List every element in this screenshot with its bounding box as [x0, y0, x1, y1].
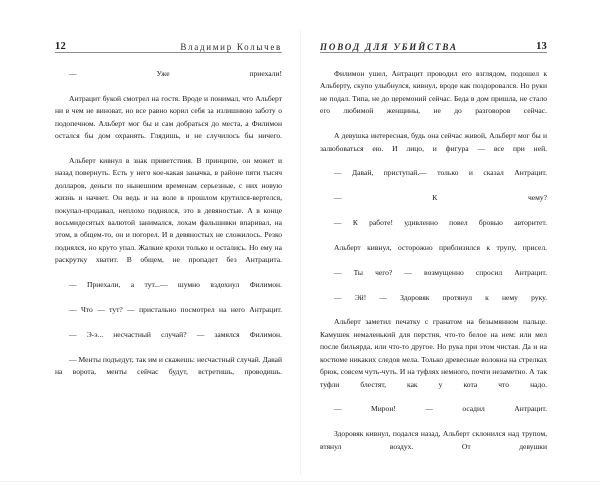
- paragraph: — Менты подъедут, так им и скажешь: несчастный случай. Давай на ворота, менты сейчас будут, встретишь, проводишь.: [55, 354, 282, 377]
- paragraph: — Приехали, а тут...— шумно вздохнул Филимон.: [69, 280, 282, 290]
- paragraph: — К чему?: [334, 193, 547, 203]
- left-running-head-author: Владимир Колычев: [180, 42, 282, 52]
- right-page-folio: 13: [536, 40, 547, 52]
- paragraph: Филимон ушел, Антрацит проводил его взглядом, подошел к Альберту, скупо улыбнулся, кивнул, вроде как поздоровался. Но руки не подал. Типа, не до церемоний сейчас. Беда в дом пришла, не стало его любимой женщины, не до разговоров сейчас.: [320, 69, 547, 116]
- paragraph: — Э-э... несчастный случай? — замялся Филимон.: [69, 329, 282, 339]
- paragraph: — К работе! удивленно повел бровью авторитет.: [334, 218, 547, 228]
- paragraph: Альберт кивнул, осторожно приблизился к трупу, присел.: [334, 242, 547, 252]
- right-running-head-title: ПОВОД ДЛЯ УБИЙСТВА: [320, 42, 458, 52]
- right-page: [300, 0, 600, 485]
- paragraph: Альберт заметил печатку с гранатом на безымянном пальце. Камушек немаленький для перстня, что-то белое на нем: или мел после бильярда, или что-то другое. Но рука при этом чистая. Да и на костюме никаких следов мела. Только древесные волокна на стрелках брюк, совсем чуть-чуть. И на туфлях немного, почти незаметно. А так туфли блестят, как у кота что надо.: [320, 317, 547, 389]
- paragraph: — Давай, приступай.— только и сказал Антрацит.: [334, 168, 547, 178]
- left-running-head: [55, 36, 282, 52]
- paragraph: — Что — тут? — пристально посмотрел на него Антрацит.: [69, 305, 282, 315]
- paragraph: А девушка интересная, будь она сейчас живой, Альберт мог бы и залюбоваться ею. И лицо, и фигура — все при ней.: [320, 131, 547, 153]
- right-running-head: [320, 36, 547, 52]
- left-text-column: [55, 68, 282, 471]
- right-text-column: [320, 68, 547, 471]
- left-head-rule: [55, 52, 282, 53]
- paragraph: Здоровяк кивнул, подался назад, Альберт склонился над трупом, втянул воздух. От девушки: [320, 429, 547, 451]
- paragraph: Альберт кивнул в знак приветствия. В принципе, он может и назад повернуть. Есть у него кое-какая заначка, в районе пяти тысяч долларов, деньги по нынешним временам серьезные, с них новую жизнь и начнет. Он ведь и на воле в прошлом крутился-вертелся, покупал-продавал, неплохо поднялся, это в девяностые. А в конце восьмидесятых валютой занимался, лохам фальшивки впаривал, на этом, в общем-то, он и погорел. И в девяностых не сложилось. Резко поднялся, но круто упал. Жалкие крохи только и остались. Но ему на раскрутку хватит. В общем, не пропадет без Антрацита.: [55, 155, 282, 265]
- paragraph: — Уже приехали!: [69, 69, 282, 78]
- paragraph: — Мирон! — осадил Антрацит.: [334, 404, 547, 414]
- paragraph: — Эй! — Здоровяк протянул к нему руку.: [334, 292, 547, 302]
- right-head-rule: [320, 52, 547, 53]
- paragraph: — Ты чего? — возмущенно спросил Антрацит.: [334, 267, 547, 277]
- paragraph: Антрацит букой смотрел на гостя. Вроде и понимал, что Альберт ни в чем не виноват, но все равно корил себя за излишнюю заботу о подопечном. Альберт мог бы и сам добраться до места, а Филимон остался бы дом охранять. Глядишь, и не случилось бы ничего.: [55, 93, 282, 141]
- left-page-folio: 12: [55, 40, 66, 52]
